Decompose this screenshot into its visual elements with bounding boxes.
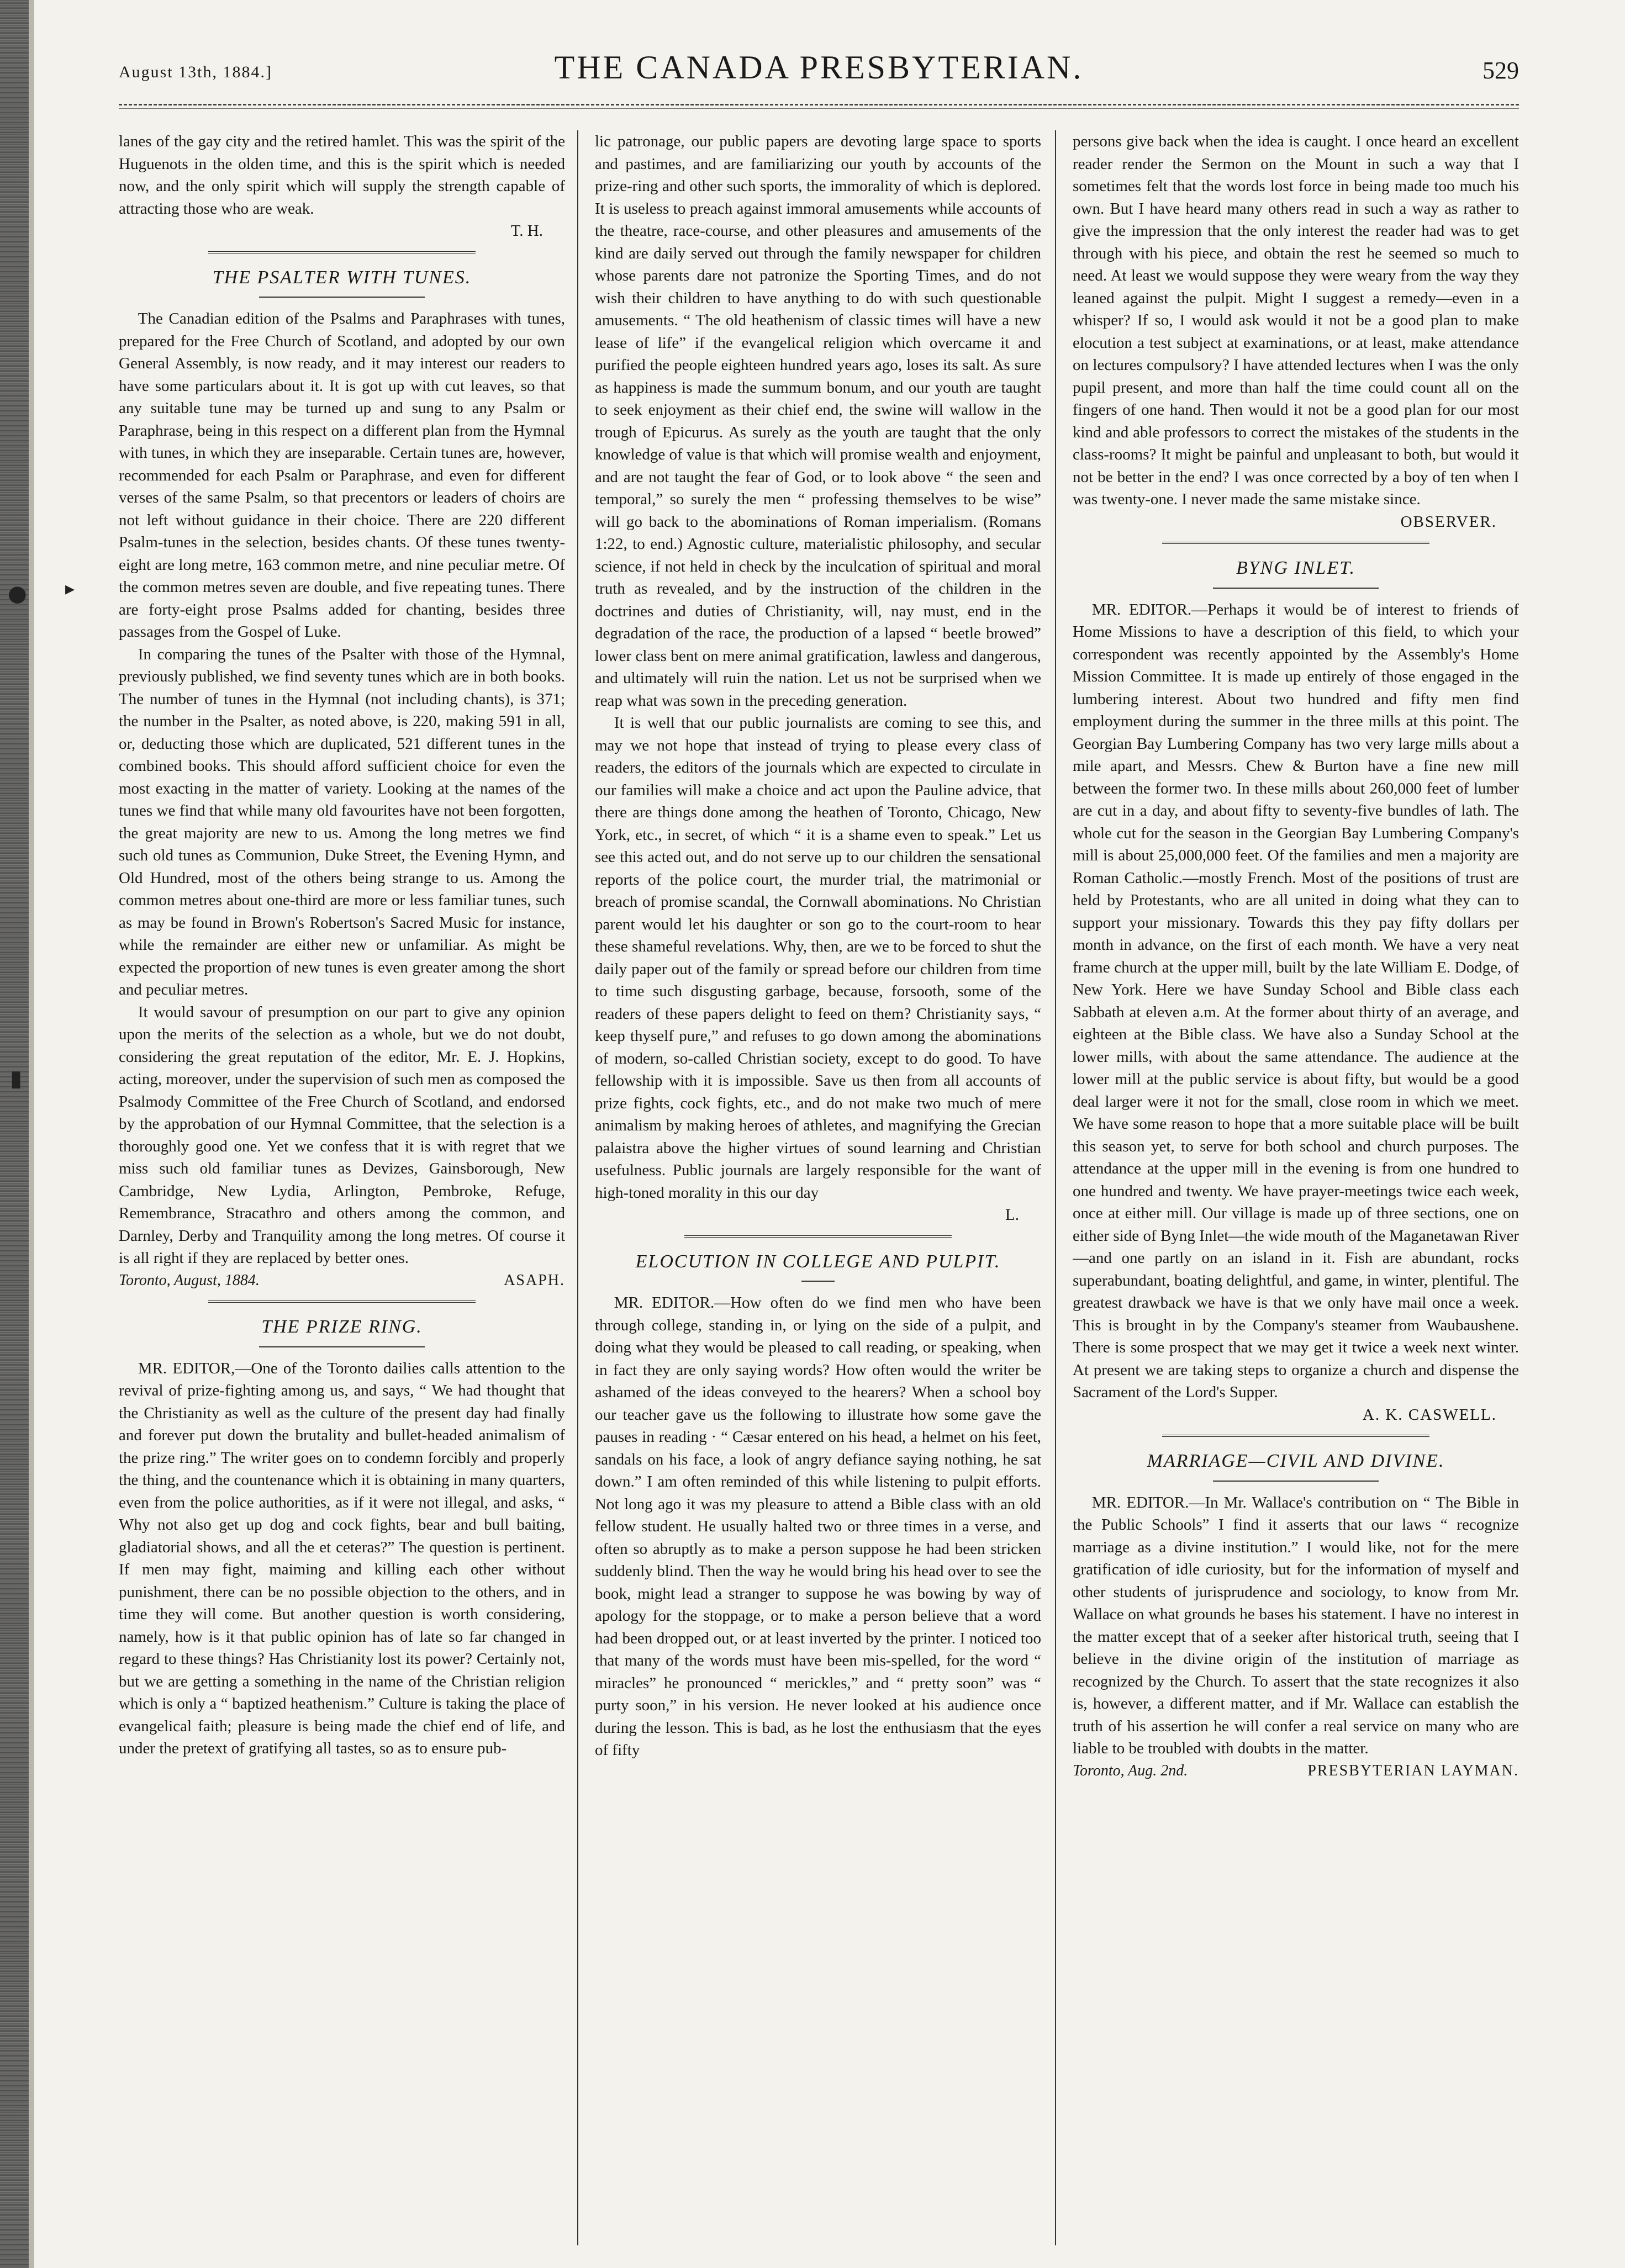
section-rule [1162,1435,1430,1437]
article-heading: MARRIAGE—CIVIL AND DIVINE. [1147,1451,1445,1471]
signature: A. K. CASWELL. [1362,1405,1497,1424]
article-heading: BYNG INLET. [1236,558,1355,578]
signature-name: PRESBYTERIAN LAYMAN. [1307,1762,1519,1779]
signature-place-date: Toronto, Aug. 2nd. [1073,1762,1188,1779]
paragraph: MR. EDITOR.—Perhaps it would be of interest to friends of Home Missions to have a description of this field, to which your correspondent was recently appointed by the Assembly's Home Mission Committee. It is made up entirely of those engaged in the lumbering interest. About two hundred and fifty men find employment during the summer in the three mills at this point. The Georgian Bay Lumbering Company has two very large mills about a mile apart, and Messrs. Chew & Burton have a fine new mill between the former two. In these mills about 260,000 feet of lumber are cut in a day, and about fifty to seventy-five bundles of lath. The whole cut for the season in the Georgian Bay Lumbering Company's mill is about 25,000,000 feet. Of the families and men a majority are Roman Catholic.—mostly French. Most of the positions of trust are held by Protestants, who are all united in doing what they can to support your missionary. Towards this they pay fifty dollars per month in advance, on the first of each month. We have a very neat frame church at the upper mill, built by the late William E. Dodge, of New York. Here we have Sunday School and Bible class each Sabbath at eleven a.m. At the former about thirty of an average, and eighteen at the Bible class. We have also a Sunday School at the lower mills, with about the same attendance. The audience at the lower mill at the public service is about fifty, but would be a good deal larger were it not for the small, close room in which we meet. We have some reason to hope that a more suitable place will be built this season yet, to serve for both school and church purposes. The attendance at the upper mill in the evening is from one hundred to one hundred and twenty. We have prayer-meetings twice each week, once at either mill. Our village is made up of three sections, one on either side of Byng Inlet—the wide mouth of the Maganetawan River—and one partly on an island in it. Fish are abundant, rocks superabundant, boating delightful, and game, in winter, plentiful. The greatest drawback we have is that we only have mail once a week. This is brought in by the Company's steamer from Waubaushene. There is some prospect that we may get it twice a week next winter. At present we are taking steps to organize a church and dispense the Sacrament of the Lord's Supper. [1073,600,1519,1401]
paragraph: MR. EDITOR.—In Mr. Wallace's contribution on “ The Bible in the Public Schools” I find it asserts that our laws “ recognize marriage as a divine institution.” I would like, not for the mere gratification of idle curiosity, but for the information of myself and other students of jurisprudence and sociology, to know from Mr. Wallace on what grounds he bases his statement. I have no interest in the matter except that of a seeker after historical truth, seeing that I believe in the divine origin of the institution of marriage as recognized by the Church. To assert that the state recognizes it also is, however, a different matter, and if Mr. Wallace can establish the truth of his assertion he will confer a real service on many who are liable to be troubled with doubts in the matter. [1073,1493,1519,1757]
heading-rule [259,1346,425,1347]
heading-rule [1213,588,1379,589]
page-header [119,49,1519,98]
margin-pointer-icon: ▸ [65,578,75,600]
column-2 [595,130,1041,2245]
column-3 [1073,130,1519,2245]
section-rule [208,251,476,253]
section-rule [208,1300,476,1303]
paragraph: MR. EDITOR,—One of the Toronto dailies calls attention to the revival of prize-fighting among us, and says, “ We had thought that the Christianity as well as the culture of the present day had finally and forever put down the brutality and bullet-headed animalism of the prize ring.” The writer goes on to condemn forcibly and properly the thing, and the countenance which it is obtaining in many quarters, even from the police authorities, as if it were not illegal, and asks, “ Why not also get up dog and cock fights, bear and bull baiting, gladiatorial shows, and all the et ceteras?” The question is pertinent. If men may fight, maiming and killing each other without punishment, there can be no possible objection to the others, and in time they will come. But another question is worth considering, namely, how is it that public opinion has of late so far changed in regard to these things? Has Christianity lost its power? Certainly not, but we are getting a something in the name of the Christian religion which is only a “ baptized heathenism.” Culture is taking the place of evangelical faith; pleasure is being made the chief end of life, and under the pretext of gratifying all tastes, so as to ensure pub- [119,1359,565,1757]
paragraph: It is well that our public journalists are coming to see this, and may we not hope that instead of trying to please every class of readers, the editors of the journals which are expected to circulate in our families will make a choice and act upon the Pauline advice, that there are things done among the heathen of Toronto, Chicago, New York, etc., in secret, of which “ it is a shame even to speak.” Let us see this acted out, and do not serve up to our children the sensational reports of the police court, the murder trial, the matrimonial or breach of promise scandal, the Cornwall abominations. No Christian parent would let his daughter or son go to the court-room to hear these shameful revelations. Why, then, are we to be forced to shut the daily paper out of the family or spread before our children from time to time such disgusting garbage, because, forsooth, some of the readers of these papers delight to feed on them? Christianity says, “ keep thyself pure,” and refuses to go down among the abominations of modern, so-called Christian society, except to do good. To have fellowship with it is impossible. Save us then from all accounts of prize fights, cock fights, etc., and do not make two much of mere animalism by making heroes of athletes, and magnifying the Grecian palaistra above the higher virtues of sound learning and Christian usefulness. Public journals are largely responsible for the want of high-toned morality in this our day [595,714,1041,1202]
heading-rule [801,1281,835,1282]
binding-shadow [29,0,34,2268]
column-1 [119,130,565,2245]
paragraph: It would savour of presumption on our part to give any opinion upon the merits of the selection as a whole, but we do not doubt, considering the great reputation of the editor, Mr. E. J. Hopkins, acting, moreover, under the supervision of such men as composed the Psalmody Committee of the Free Church of Scotland, and endorsed by the approbation of our Hymnal Committee, that the selection is a thoroughly good one. Yet we confess that it is with regret that we miss such old familiar tunes as Devizes, Gainsborough, New Cambridge, New Lydia, Arlington, Pembroke, Refuge, Remembrance, Stracathro and others among the common, and Darnley, Derby and Tranquility among the long metres. Of course it is all right if they are replaced by better ones. [119,1003,565,1267]
header-rule [119,104,1519,105]
header-date: August 13th, 1884.] [119,63,272,81]
paragraph: MR. EDITOR.—How often do we find men who have been through college, standing in, or lying on the side of a pulpit, and doing what they would be pleased to call reading, or speaking, when in fact they are only saying words? How often would the writer be ashamed of the ideas conveyed to the hearers? When a school boy our teacher gave us the following to illustrate how some gave the pauses in reading · “ Cæsar entered on his head, a helmet on his feet, sandals on his face, a look of angry defiance saying nothing, he sat down.” I am often reminded of this while listening to pulpit efforts. Not long ago it was my pleasure to attend a Bible class with an old fellow student. He usually halted two or three times in a verse, and often so abruptly as to make a person suppose he had been stricken suddenly blind. Then the way he would bring his head over to see the book, might lead a stranger to suppose he was bowing by way of apology for the stoppage, or to make a person believe that a word had been dropped out, or at least inverted by the printer. I noticed too that many of the words must have been mis-spelled, for the word “ miracles” he pronounced “ merickles,” and “ pretty soon” was “ purty soon,” in his version. He never looked at his audience once during the lesson. This is bad, as he lost the enthusiasm that the eyes of fifty [595,1294,1041,1759]
page-number: 529 [1482,57,1519,84]
paragraph: The Canadian edition of the Psalms and Paraphrases with tunes, prepared for the Free Church of Scotland, and adopted by our own General Assembly, is now ready, and it may interest our readers to have some particulars about it. It is got up with cut leaves, so that any suitable tune may be turned up and sung to any Psalm or Paraphrase, being in this respect on a different plan from the Hymnal with tunes, in which they are inseparable. Certain tunes are, however, recommended for each Psalm or Paraphrase, and even for different verses of the same Psalm, so that precentors or leaders of choirs are not left without guidance in their choice. There are 220 different Psalm-tunes in the selection, besides chants. Of these tunes twenty-eight are long metre, 163 common metre, and nine peculiar metre. Of the common metres seven are double, and five repeating tunes. There are forty-eight prose Psalms added for chanting, besides three passages from the Gospel of Luke. [119,310,565,641]
article-continuation: lic patronage, our public papers are devoting large space to sports and pastimes, and are familiarizing our youth by accounts of the prize-ring and other such sports, the immorality of which is deplored. It is useless to preach against immoral amusements while accounts of the theatre, race-course, and other pleasures and amusements of the kind are daily served out through the family newspaper for children whose parents dare not patronize the Sporting Times, and do not wish their children to have anything to do with such questionable amusements. “ The old heathenism of classic times will have a new lease of life” if the evangelical religion which overcame it and purified the people eighteen hundred years ago, loses its salt. As sure as happiness is made the summum bonum, and our youth are taught to seek enjoyment as their chief end, the swine will wallow in the trough of Epicurus. As surely as the youth are taught that the only knowledge of value is that which will promise wealth and enjoyment, and are not taught the fear of God, or to look above “ the seen and temporal,” so surely the men “ professing themselves to be wise” will go back to the abominations of Roman imperialism. (Romans 1:22, to end.) Agnostic culture, materialistic philosophy, and secular science, if not held in check by the inculcation of spiritual and moral truth as revealed, and by the instruction of the children in the doctrines and duties of Christianity, will, nay must, end in the degradation of the race, the production of a lapsed “ beetle browed” lower class bent on mere animal gratification, lawless and dangerous, and ultimately will ruin the nation. Let us not be surprised when we reap what was sown in the preceding generation. [595,133,1041,710]
article-continuation: lanes of the gay city and the retired hamlet. This was the spirit of the Huguenots in the olden time, and this is the spirit which is needed now, and the only spirit which will supply the strength capable of attracting those who are weak. [119,133,565,218]
heading-rule [259,297,425,298]
signature-name: ASAPH. [504,1271,565,1289]
paragraph: In comparing the tunes of the Psalter with those of the Hymnal, previously published, we find seventy tunes which are in both books. The number of tunes in the Hymnal (not including chants), is 371; the number in the Psalter, as noted above, is 220, making 591 in all, or, deducting those which are duplicated, 521 different tunes in the combined books. This should afford sufficient choice for even the most exacting in the matter of variety. Looking at the names of the tunes we find that while many old favourites have not been forgotten, the great majority are new to us. Among the long metres we find such old tunes as Communion, Duke Street, the Evening Hymn, and Old Hundred, most of the others being strange to us. Among the common metres about one-third are more or less familiar tunes, such as may be found in Brown's Robertson's Sacred Music for instance, while the remainder are either new or unfamiliar. As might be expected the proportion of new tunes is even greater among the short and peculiar metres. [119,645,565,998]
column-divider [1055,130,1056,2245]
signature: T. H. [510,222,543,240]
header-rule-thin [119,108,1519,109]
signature: OBSERVER. [1400,512,1497,531]
margin-mark: ▮ [10,1066,23,1091]
article-heading: THE PSALTER WITH TUNES. [212,267,472,288]
margin-dot: ● [8,581,27,606]
article-heading: THE PRIZE RING. [261,1317,423,1337]
signature-line [1073,1760,1519,1783]
newspaper-title: THE CANADA PRESBYTERIAN. [554,49,1084,86]
article-heading: ELOCUTION IN COLLEGE AND PULPIT. [635,1251,1001,1272]
section-rule [1162,542,1430,544]
section-rule [684,1235,952,1238]
signature: L. [1005,1206,1019,1224]
column-divider [577,130,578,2245]
signature-line [119,1270,565,1292]
signature-place-date: Toronto, August, 1884. [119,1271,260,1289]
heading-rule [1213,1481,1379,1482]
binding-edge [0,0,29,2268]
article-continuation: persons give back when the idea is caught. I once heard an excellent reader render the Sermon on the Mount in such a way that I sometimes felt that the words lost force in being made too much his own. But I have heard many others read in such a way as rather to give the impression that the only interest the reader had was to get through with his piece, and obtain the rest he seemed so much to need. At least we would suppose they were weary from the way they leaned against the pulpit. Might I suggest a remedy—even in a whisper? If so, I would ask would it not be a good plan to make elocution a test subject at examinations, or at least, make attendance on lectures compulsory? I have attended lectures when I was the only pupil present, and more than half the time could count all on the fingers of one hand. Then would it not be a good plan for our most kind and able professors to correct the mistakes of the students in the class-rooms? It might be painful and unpleasant to both, but would it not be better in the end? I was once corrected by a boy of ten when I was twenty-one. I never made the same mistake since. [1073,133,1519,508]
